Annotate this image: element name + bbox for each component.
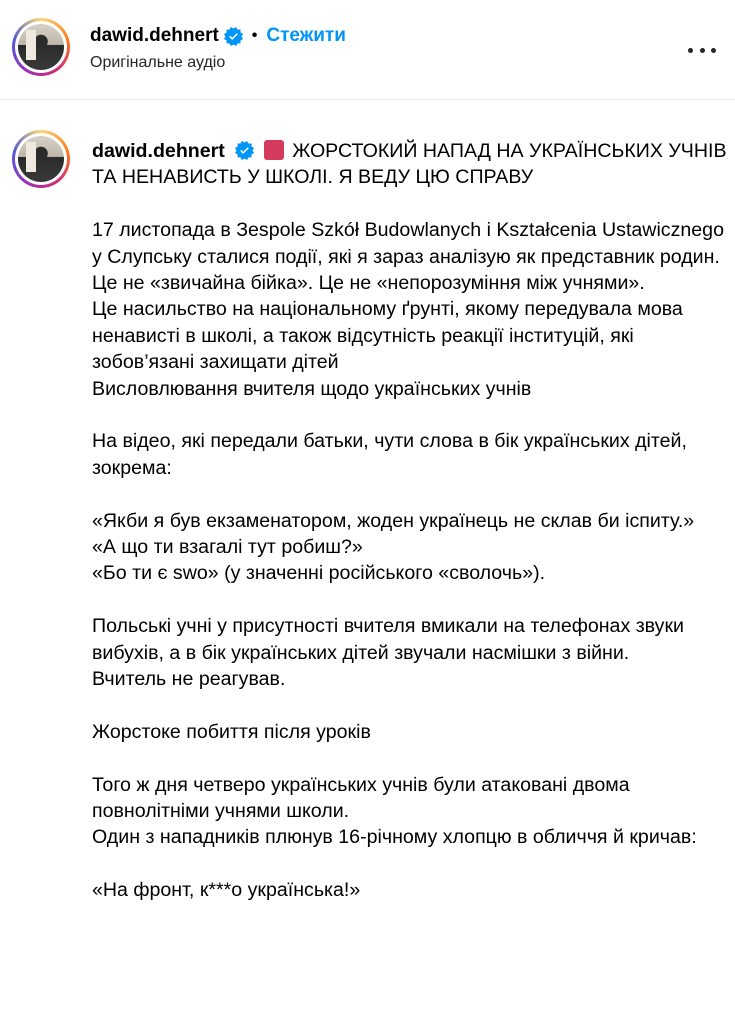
- paragraph-gap: [92, 481, 732, 507]
- paragraph-gap: [92, 851, 732, 877]
- caption-paragraph: 17 листопада в Зespole Szkół Budowlanych i Kształcenia Ustawicznego у Слупську сталися події, які я зараз аналізую як представник родин.: [92, 219, 724, 268]
- caption-paragraph: «На фронт, к***о українська!»: [92, 879, 361, 902]
- post-caption: [92, 138, 732, 904]
- caption-headline: ЖОРСТОКИЙ НАПАД НА УКРАЇНСЬКИХ УЧНІВ ТА НЕНАВИСТЬ У ШКОЛІ. Я ВЕДУ ЦЮ СПРАВУ: [92, 140, 727, 189]
- caption-paragraph: Жорстоке побиття після уроків: [92, 720, 371, 743]
- post-header: [0, 0, 735, 100]
- avatar-border: [15, 21, 67, 73]
- verified-badge-icon: [224, 27, 243, 46]
- caption-paragraph: Польські учні у присутності вчителя вмикали на телефонах звуки вибухів, а в бік українських дітей звучали насмішки з війни.: [92, 615, 684, 664]
- caption-paragraph: Це насильство на національному ґрунті, якому передувала мова ненависті в школі, а також відсутність реакції інституцій, які зобов’язані захищати дітей: [92, 298, 683, 374]
- caption-paragraph: Це не «звичайна бійка». Це не «непорозуміння між учнями».: [92, 272, 645, 295]
- more-dot: [700, 48, 705, 53]
- caption-paragraph: Один з нападників плюнув 16-річному хлопцю в обличчя й кричав:: [92, 826, 697, 849]
- paragraph-gap: [92, 402, 732, 428]
- caption-paragraph: Того ж дня четверо українських учнів були атаковані двома повнолітніми учнями школи.: [92, 773, 630, 823]
- verified-badge-icon: [235, 141, 254, 160]
- caption-paragraph: На відео, які передали батьки, чути слова в бік українських дітей, зокрема:: [92, 430, 687, 479]
- avatar-image: [18, 24, 64, 70]
- red-square-emoji-icon: [264, 140, 284, 160]
- paragraph-gap: [92, 587, 732, 613]
- avatar-border: [15, 133, 67, 185]
- caption-avatar[interactable]: [12, 130, 70, 188]
- caption-paragraph: «А що ти взагалі тут робиш?»: [92, 536, 363, 559]
- original-audio-link[interactable]: Оригінальне аудіо: [90, 54, 226, 71]
- username-link[interactable]: dawid.dehnert: [90, 25, 219, 46]
- follow-button[interactable]: Стежити: [266, 25, 346, 46]
- avatar-image: [18, 136, 64, 182]
- more-dot: [711, 48, 716, 53]
- caption-body: [92, 217, 732, 903]
- header-user-row: [90, 24, 346, 48]
- profile-avatar[interactable]: [12, 18, 70, 76]
- paragraph-gap: [92, 692, 732, 718]
- separator-dot: •: [251, 27, 258, 44]
- paragraph-gap: [92, 745, 732, 771]
- caption-paragraph: Висловлювання вчителя щодо українських учнів: [92, 377, 532, 400]
- more-options-icon[interactable]: [688, 38, 716, 62]
- caption-paragraph: «Якби я був екзаменатором, жоден українець не склав би іспиту.»: [92, 509, 695, 532]
- more-dot: [688, 48, 693, 53]
- caption-username-link[interactable]: dawid.dehnert: [92, 140, 225, 162]
- caption-paragraph: «Бо ти є swo» (у значенні російського «сволочь»).: [92, 562, 546, 585]
- caption-paragraph: Вчитель не реагував.: [92, 668, 286, 691]
- paragraph-gap: [92, 191, 732, 217]
